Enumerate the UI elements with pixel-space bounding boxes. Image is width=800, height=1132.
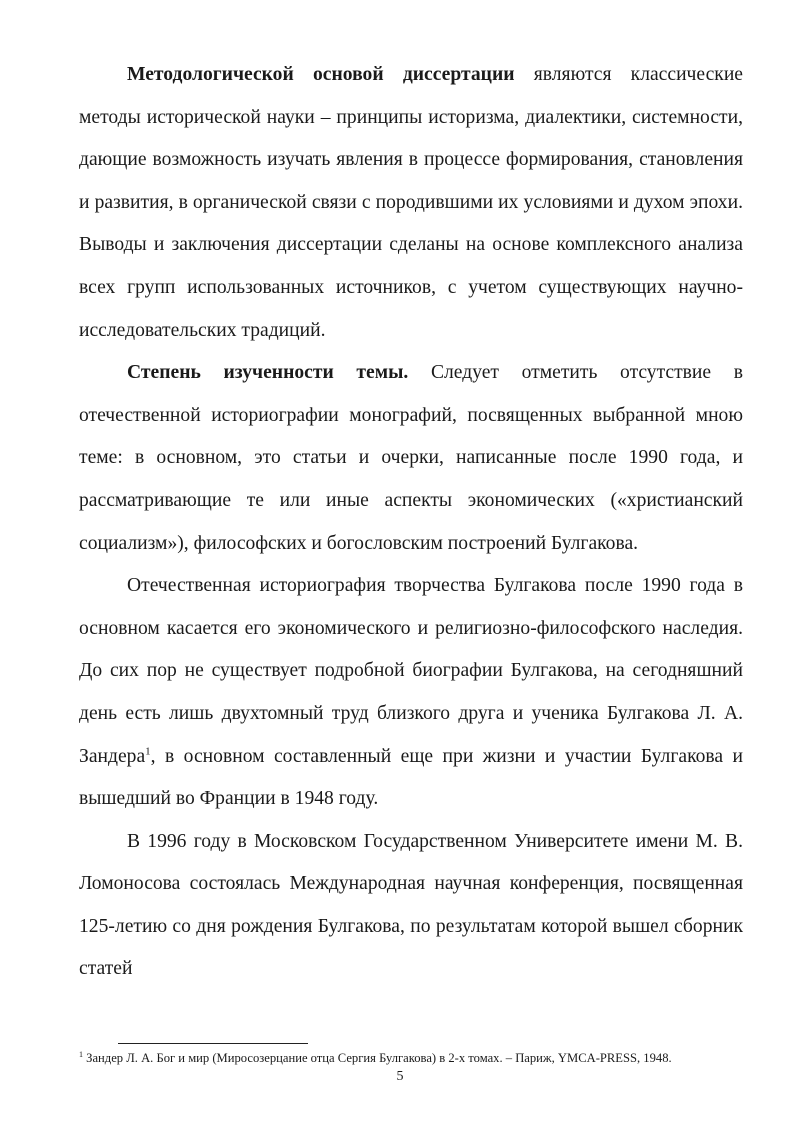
- footnote: [79, 1050, 759, 1066]
- paragraph-text-methodology: являются классические методы исторической науки – принципы историзма, диалектики, системности, дающие возможность изучать явления в процессе формирования, становления и развития, в органической связи с породившими их условиями и духом эпохи. Выводы и заключения диссертации сделаны на основе комплексного анализа всех групп использованных источников, с учетом существующих научно-исследовательских традиций.: [79, 64, 743, 341]
- paragraph-text-historiography-after: , в основном составленный еще при жизни и участии Булгакова и вышедший во Франции в 1948 году.: [79, 745, 743, 810]
- page-number: 5: [396, 1069, 404, 1084]
- footnote-reference[interactable]: 1: [145, 744, 151, 757]
- paragraph-text-study-degree: Следует отметить отсутствие в отечественной историографии монографий, посвященных выбранной мною теме: в основном, это статьи и очерки, написанные после 1990 года, и рассматривающие те или иные аспекты экономических («христианский социализм»), философских и богословским построений Булгакова.: [79, 362, 743, 554]
- footnote-separator: [118, 1043, 308, 1044]
- paragraph-historiography: [79, 565, 743, 821]
- paragraph-study-degree: [79, 352, 743, 565]
- paragraph-lead-study-degree: Степень изученности темы.: [127, 362, 409, 384]
- footnote-text: Зандер Л. А. Бог и мир (Миросозерцание отца Сергия Булгакова) в 2-х томах. – Париж, YMCA-PRESS, 1948.: [83, 1051, 672, 1065]
- paragraph-lead-methodology: Методологической основой диссертации: [127, 64, 515, 85]
- paragraph-text-historiography-before: Отечественная историография творчества Булгакова после 1990 года в основном касается его экономического и религиозно-философского наследия. До сих пор не существует подробной биографии Булгакова, на сегодняшний день есть лишь двухтомный труд близкого друга и ученика Булгакова Л. А. Зандера: [79, 575, 743, 767]
- paragraph-conference: [79, 821, 743, 991]
- body-text: [79, 54, 743, 991]
- paragraph-methodology: [79, 54, 743, 352]
- paragraph-text-conference: В 1996 году в Московском Государственном Университете имени М. В. Ломоносова состоялась Международная научная конференция, посвященная 125-летию со дня рождения Булгакова, по результатам которой вышел сборник статей: [79, 830, 743, 980]
- footnote-number: 1: [79, 1049, 83, 1059]
